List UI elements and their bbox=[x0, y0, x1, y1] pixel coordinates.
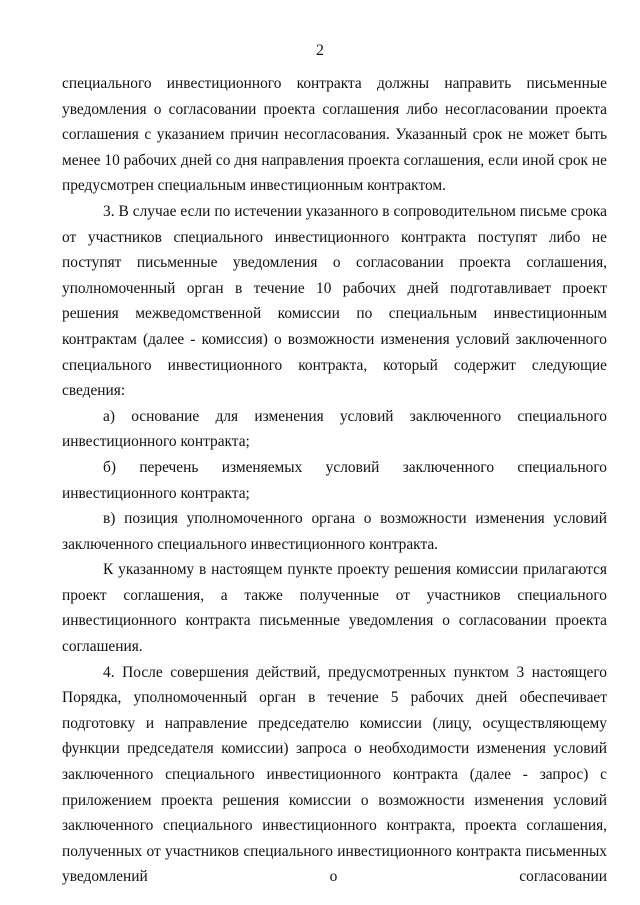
document-body bbox=[62, 71, 607, 890]
paragraph-item-4: 4. После совершения действий, предусмотренных пунктом 3 настоящего Порядка, уполномоченный орган в течение 5 рабочих дней обеспечивает подготовку и направление председателю комиссии (лицу, осуществляющему функции председателя комиссии) запроса о необходимости изменения условий заключенного специального инвестиционного контракта (далее - запрос) с приложением проекта решения комиссии о возможности изменения условий заключенного специального инвестиционного контракта, проекта соглашения, полученных от участников специального инвестиционного контракта письменных уведомлений о согласовании bbox=[62, 663, 607, 886]
paragraph-subitem-v: в) позиция уполномоченного органа о возможности изменения условий заключенного специального инвестиционного контракта. bbox=[62, 510, 607, 553]
paragraph-continuation: специального инвестиционного контракта должны направить письменные уведомления о согласовании проекта соглашения либо несогласовании проекта соглашения с указанием причин несогласования. Указанный срок не может быть менее 10 рабочих дней со дня направления проекта соглашения, если иной срок не предусмотрен специальным инвестиционным контрактом. bbox=[62, 75, 607, 195]
paragraph-attachments: К указанному в настоящем пункте проекту решения комиссии прилагаются проект соглашения, а также полученные от участников специального инвестиционного контракта письменные уведомления о согласовании проекта соглашения. bbox=[62, 561, 607, 656]
page-number: 2 bbox=[316, 42, 324, 59]
paragraph-subitem-a: а) основание для изменения условий заключенного специального инвестиционного контракта; bbox=[62, 407, 607, 451]
paragraph-subitem-b: б) перечень изменяемых условий заключенного специального инвестиционного контракта; bbox=[62, 458, 607, 502]
paragraph-item-3: 3. В случае если по истечении указанного в сопроводительном письме срока от участников специального инвестиционного контракта поступят либо не поступят письменные уведомления о согласовании проекта соглашения, уполномоченный орган в течение 10 рабочих дней подготавливает проект решения межведомственной комиссии по специальным инвестиционным контрактам (далее - комиссия) о возможности изменения условий заключенного специального инвестиционного контракта, который содержит следующие сведения: bbox=[62, 202, 607, 400]
